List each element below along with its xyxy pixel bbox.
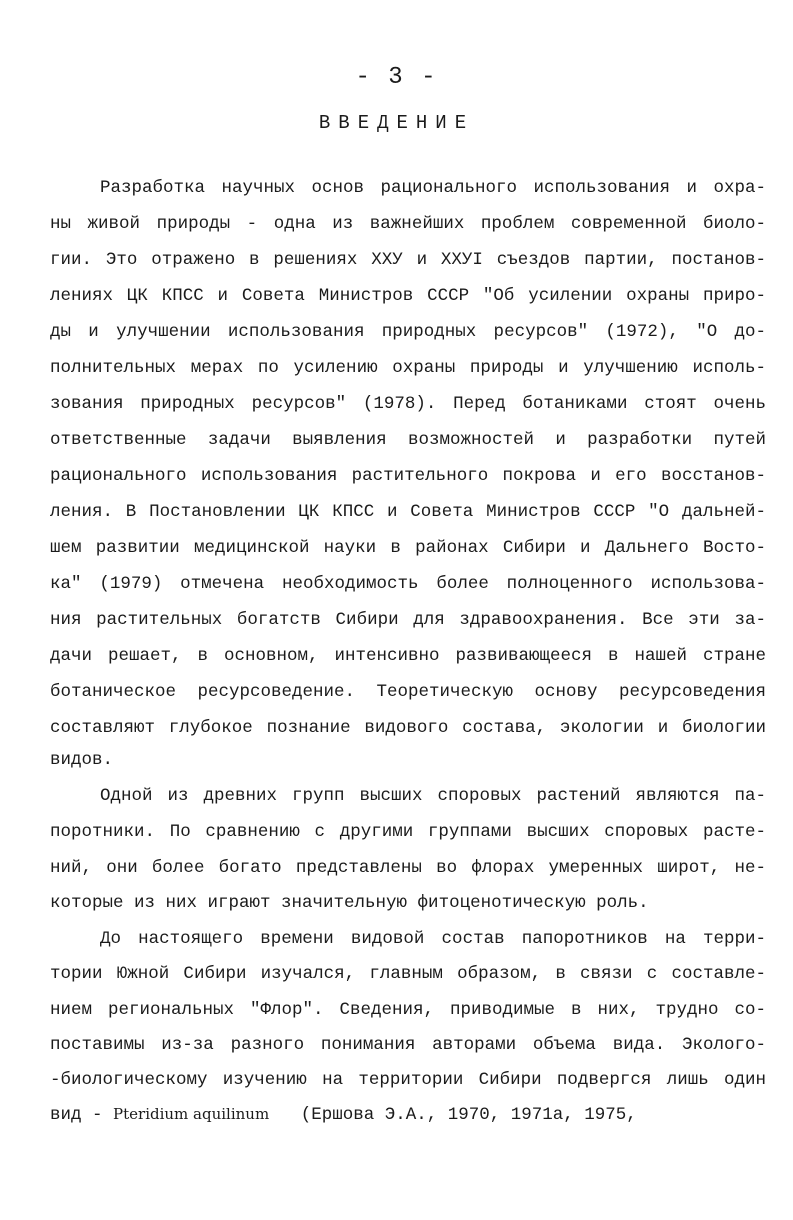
text-line: ния растительных богатств Сибири для здравоохранения. Все эти за- xyxy=(50,610,766,630)
text-line: видов. xyxy=(50,750,114,770)
text-line: гии. Это отражено в решениях ХХУ и ХХУI съездов партии, постанов- xyxy=(50,250,766,270)
page-number: - 3 - xyxy=(355,64,438,91)
species-name: Pteridium aquilinum xyxy=(113,1105,270,1123)
text-line: поротники. По сравнению с другими группами высших споровых расте- xyxy=(50,822,766,842)
text-line: зования природных ресурсов" (1978). Перед ботаниками стоят очень xyxy=(50,394,766,414)
text-line: ны живой природы - одна из важнейших проблем современной биоло- xyxy=(50,214,766,234)
text-line: полнительных мерах по усилению охраны природы и улучшению исполь- xyxy=(50,358,766,378)
text-line: ка" (1979) отмечена необходимость более полноценного использова- xyxy=(50,574,766,594)
text-line: ления. В Постановлении ЦК КПСС и Совета Министров СССР "О дальней- xyxy=(50,502,766,522)
text-line: ответственные задачи выявления возможностей и разработки путей xyxy=(50,430,766,450)
text-line: нием региональных "Флор". Сведения, приводимые в них, трудно со- xyxy=(50,1000,766,1020)
text-line: поставимы из-за разного понимания авторами объема вида. Эколого- xyxy=(50,1035,766,1055)
text-line: лениях ЦК КПСС и Совета Министров СССР "Об усилении охраны приро- xyxy=(50,286,766,306)
text-line: тории Южной Сибири изучался, главным образом, в связи с составле- xyxy=(50,964,766,984)
page-title: ВВЕДЕНИЕ xyxy=(318,112,475,134)
text-line: -биологическому изучению на территории Сибири подвергся лишь один xyxy=(50,1070,766,1090)
text-line: шем развитии медицинской науки в районах Сибири и Дальнего Восто- xyxy=(50,538,766,558)
text-line: ботаническое ресурсоведение. Теоретическую основу ресурсоведения xyxy=(50,682,766,702)
text-line: составляют глубокое познание видового состава, экологии и биологии xyxy=(50,718,766,738)
text-line-last xyxy=(50,1102,766,1127)
text-line: которые из них играют значительную фитоценотическую роль. xyxy=(50,893,649,913)
text-line: Одной из древних групп высших споровых растений являются па- xyxy=(100,786,766,806)
text-line: ний, они более богато представлены во флорах умеренных широт, не- xyxy=(50,858,766,878)
text-line: дачи решает, в основном, интенсивно развивающееся в нашей стране xyxy=(50,646,766,666)
text-line: До настоящего времени видовой состав папоротников на терри- xyxy=(100,929,766,949)
last-line-prefix: вид - xyxy=(50,1105,103,1125)
text-line: рационального использования растительного покрова и его восстанов- xyxy=(50,466,766,486)
text-line: Разработка научных основ рационального использования и охра- xyxy=(100,178,766,198)
last-line-citation: (Ершова Э.А., 1970, 1971а, 1975, xyxy=(300,1105,637,1125)
text-line: ды и улучшении использования природных ресурсов" (1972), "О до- xyxy=(50,322,766,342)
